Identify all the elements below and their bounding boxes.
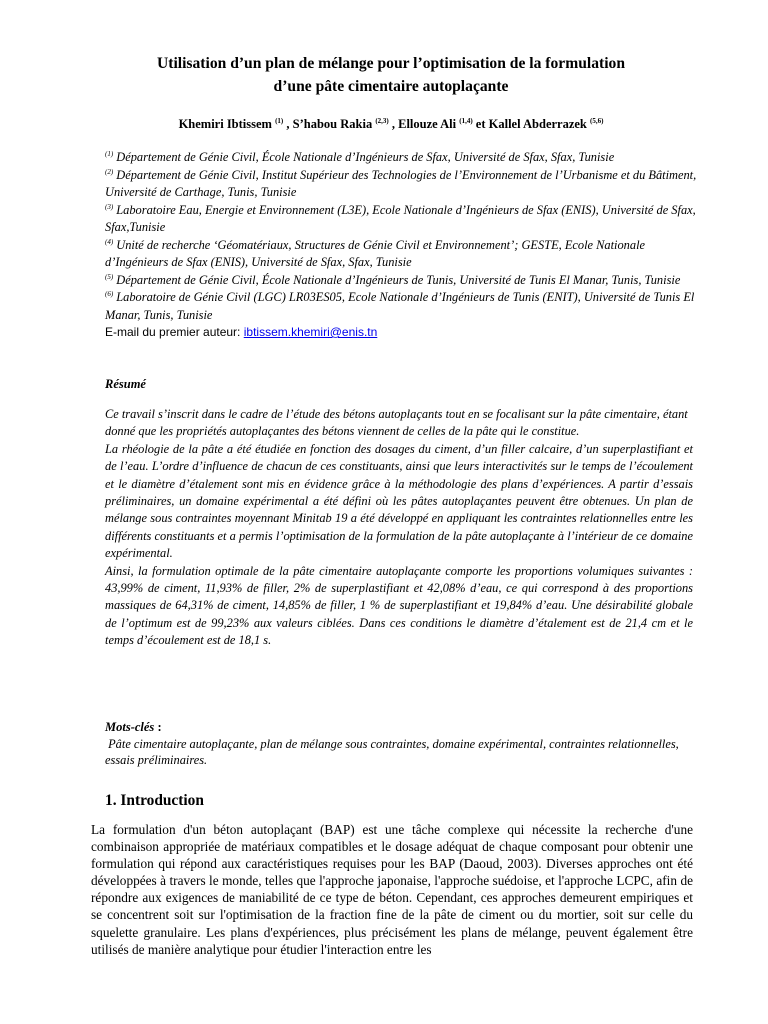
author-affiliation-ref: (5,6) [590,117,604,125]
affiliation-entry [105,237,700,272]
author-separator: , [283,117,293,131]
keywords-label: Mots-clés [105,720,155,734]
paper-title [100,52,682,98]
affiliation-number: (5) [105,272,114,281]
title-line-2: d’une pâte cimentaire autoplaçante [273,78,509,95]
affiliation-entry [105,167,700,202]
abstract-paragraph: Ainsi, la formulation optimale de la pâte cimentaire autoplaçante comporte les proportions volumiques suivantes : 43,99% de ciment, 11,93% de filler, 2% de superplastifiant et 42,08% d’eau, ce qui correspond à des proportions massiques de 64,31% de ciment, 14,85% de filler, 1 % de superplastifiant et 19,84% d’eau. Une désirabilité globale de l’optimum est de 99,23% aux valeurs ciblées. Dans ces conditions le diamètre d’étalement est de 21,4 cm et le temps d’écoulement est de 18,1 s. [105,563,693,648]
author-affiliation-ref: (1) [275,117,284,125]
affiliation-text: Département de Génie Civil, École Nationale d’Ingénieurs de Sfax, Université de Sfax, Sfax, Tunisie [113,150,615,164]
author-email-line [105,324,700,342]
author-separator: et [472,117,489,131]
keywords-heading [105,719,162,736]
affiliation-number: (2) [105,167,114,176]
affiliation-entry [105,202,700,237]
author-name: Ellouze Ali [398,117,457,131]
keywords-text: Pâte cimentaire autoplaçante, plan de mélange sous contraintes, domaine expérimental, contraintes relationnelles, essais préliminaires. [105,737,682,767]
author-name: Kallel Abderrazek [488,117,587,131]
author-list [100,115,682,133]
affiliation-number: (6) [105,290,114,298]
author-name: S’habou Rakia [292,117,373,131]
introduction-body [91,821,693,958]
email-label: E-mail du premier auteur: [105,325,244,339]
keywords-colon: : [154,720,162,734]
affiliation-text: Unité de recherche ‘Géomatériaux, Structures de Génie Civil et Environnement’; GESTE, Ecole Nationale d’Ingénieurs de Sfax (ENIS), Université de Sfax, Sfax, Tunisie [105,237,646,269]
author-separator: , [388,117,399,131]
affiliation-number: (1) [105,150,114,158]
affiliation-text: Laboratoire Eau, Energie et Environnement (L3E), Ecole Nationale d’Ingénieurs de Sfax (ENIS), Université de Sfax, Sfax,Tunisie [105,202,696,234]
introduction-paragraph: La formulation d'un béton autoplaçant (BAP) est une tâche complexe qui nécessite la recherche d'une combinaison appropriée de matériaux compatibles et le dosage adéquat de chaque composant pour obtenir une formulation qui répond aux caractéristiques requises pour les BAP (Daoud, 2003). Diverses approches ont été développées à travers le monde, telles que l'approche japonaise, l'approche suédoise, et l'approche LCPC, afin de répondre aux exigences de maniabilité de ce type de béton. Cependant, ces approches demeurent empiriques et se concentrent soit sur l'optimisation de la fraction fine de la pâte de ciment ou du mortier, soit sur celle du squelette granulaire. Les plans d'expériences, plus précisément les plans de mélange, peuvent également être utilisés de manière analytique pour étudier l'interaction entre les [91,822,693,957]
affiliation-text: Département de Génie Civil, École Nationale d’Ingénieurs de Tunis, Université de Tunis El Manar, Tunis, Tunisie [113,272,681,287]
author-affiliation-ref: (1,4) [459,117,473,125]
affiliation-entry [105,289,700,324]
affiliation-entry [105,272,700,290]
affiliation-entry [105,149,700,167]
affiliation-number: (4) [105,237,114,246]
affiliations [105,149,700,342]
abstract-paragraph: Ce travail s’inscrit dans le cadre de l’étude des bétons autoplaçants tout en se focalisant sur la pâte cimentaire, étant donné que les propriétés autoplaçantes des bétons viennent de celles de la pâte qui le constitue. [105,407,688,439]
author-affiliation-ref: (2,3) [375,117,389,125]
abstract-heading: Résumé [105,377,146,391]
abstract-body [105,406,693,650]
affiliation-text: Laboratoire de Génie Civil (LGC) LR03ES05, Ecole Nationale d’Ingénieurs de Tunis (ENIT), Université de Tunis El Manar, Tunis, Tunisie [105,290,695,322]
affiliation-text: Département de Génie Civil, Institut Supérieur des Technologies de l’Environnement de l’Urbanisme et du Bâtiment, Université de Carthage, Tunis, Tunisie [105,167,697,199]
affiliation-number: (3) [105,202,114,211]
email-link[interactable]: ibtissem.khemiri@enis.tn [243,325,378,339]
author-name: Khemiri Ibtissem [178,117,272,131]
abstract-paragraph: La rhéologie de la pâte a été étudiée en fonction des dosages du ciment, d’un filler calcaire, d’un superplastifiant et de l’eau. L’ordre d’influence de chacun de ces constituants, ainsi que leurs interactivités sur le temps de l’écoulement et le diamètre d’étalement sont mis en évidence grâce à la méthodologie des plans d’expériences. A partir d’essais préliminaires, un domaine expérimental a été défini où les pâtes autoplaçantes peuvent être obtenues. Un plan de mélange sous contraintes moyennant Minitab 19 a été développé en appliquant les contraintes relationnelles entre les différents constituants et a permis l’optimisation de la formulation de la pâte autoplaçante à l’intérieur de ce domaine expérimental. [105,441,693,561]
section-heading-introduction: 1. Introduction [105,792,204,809]
title-line-1: Utilisation d’un plan de mélange pour l’optimisation de la formulation [156,55,625,72]
